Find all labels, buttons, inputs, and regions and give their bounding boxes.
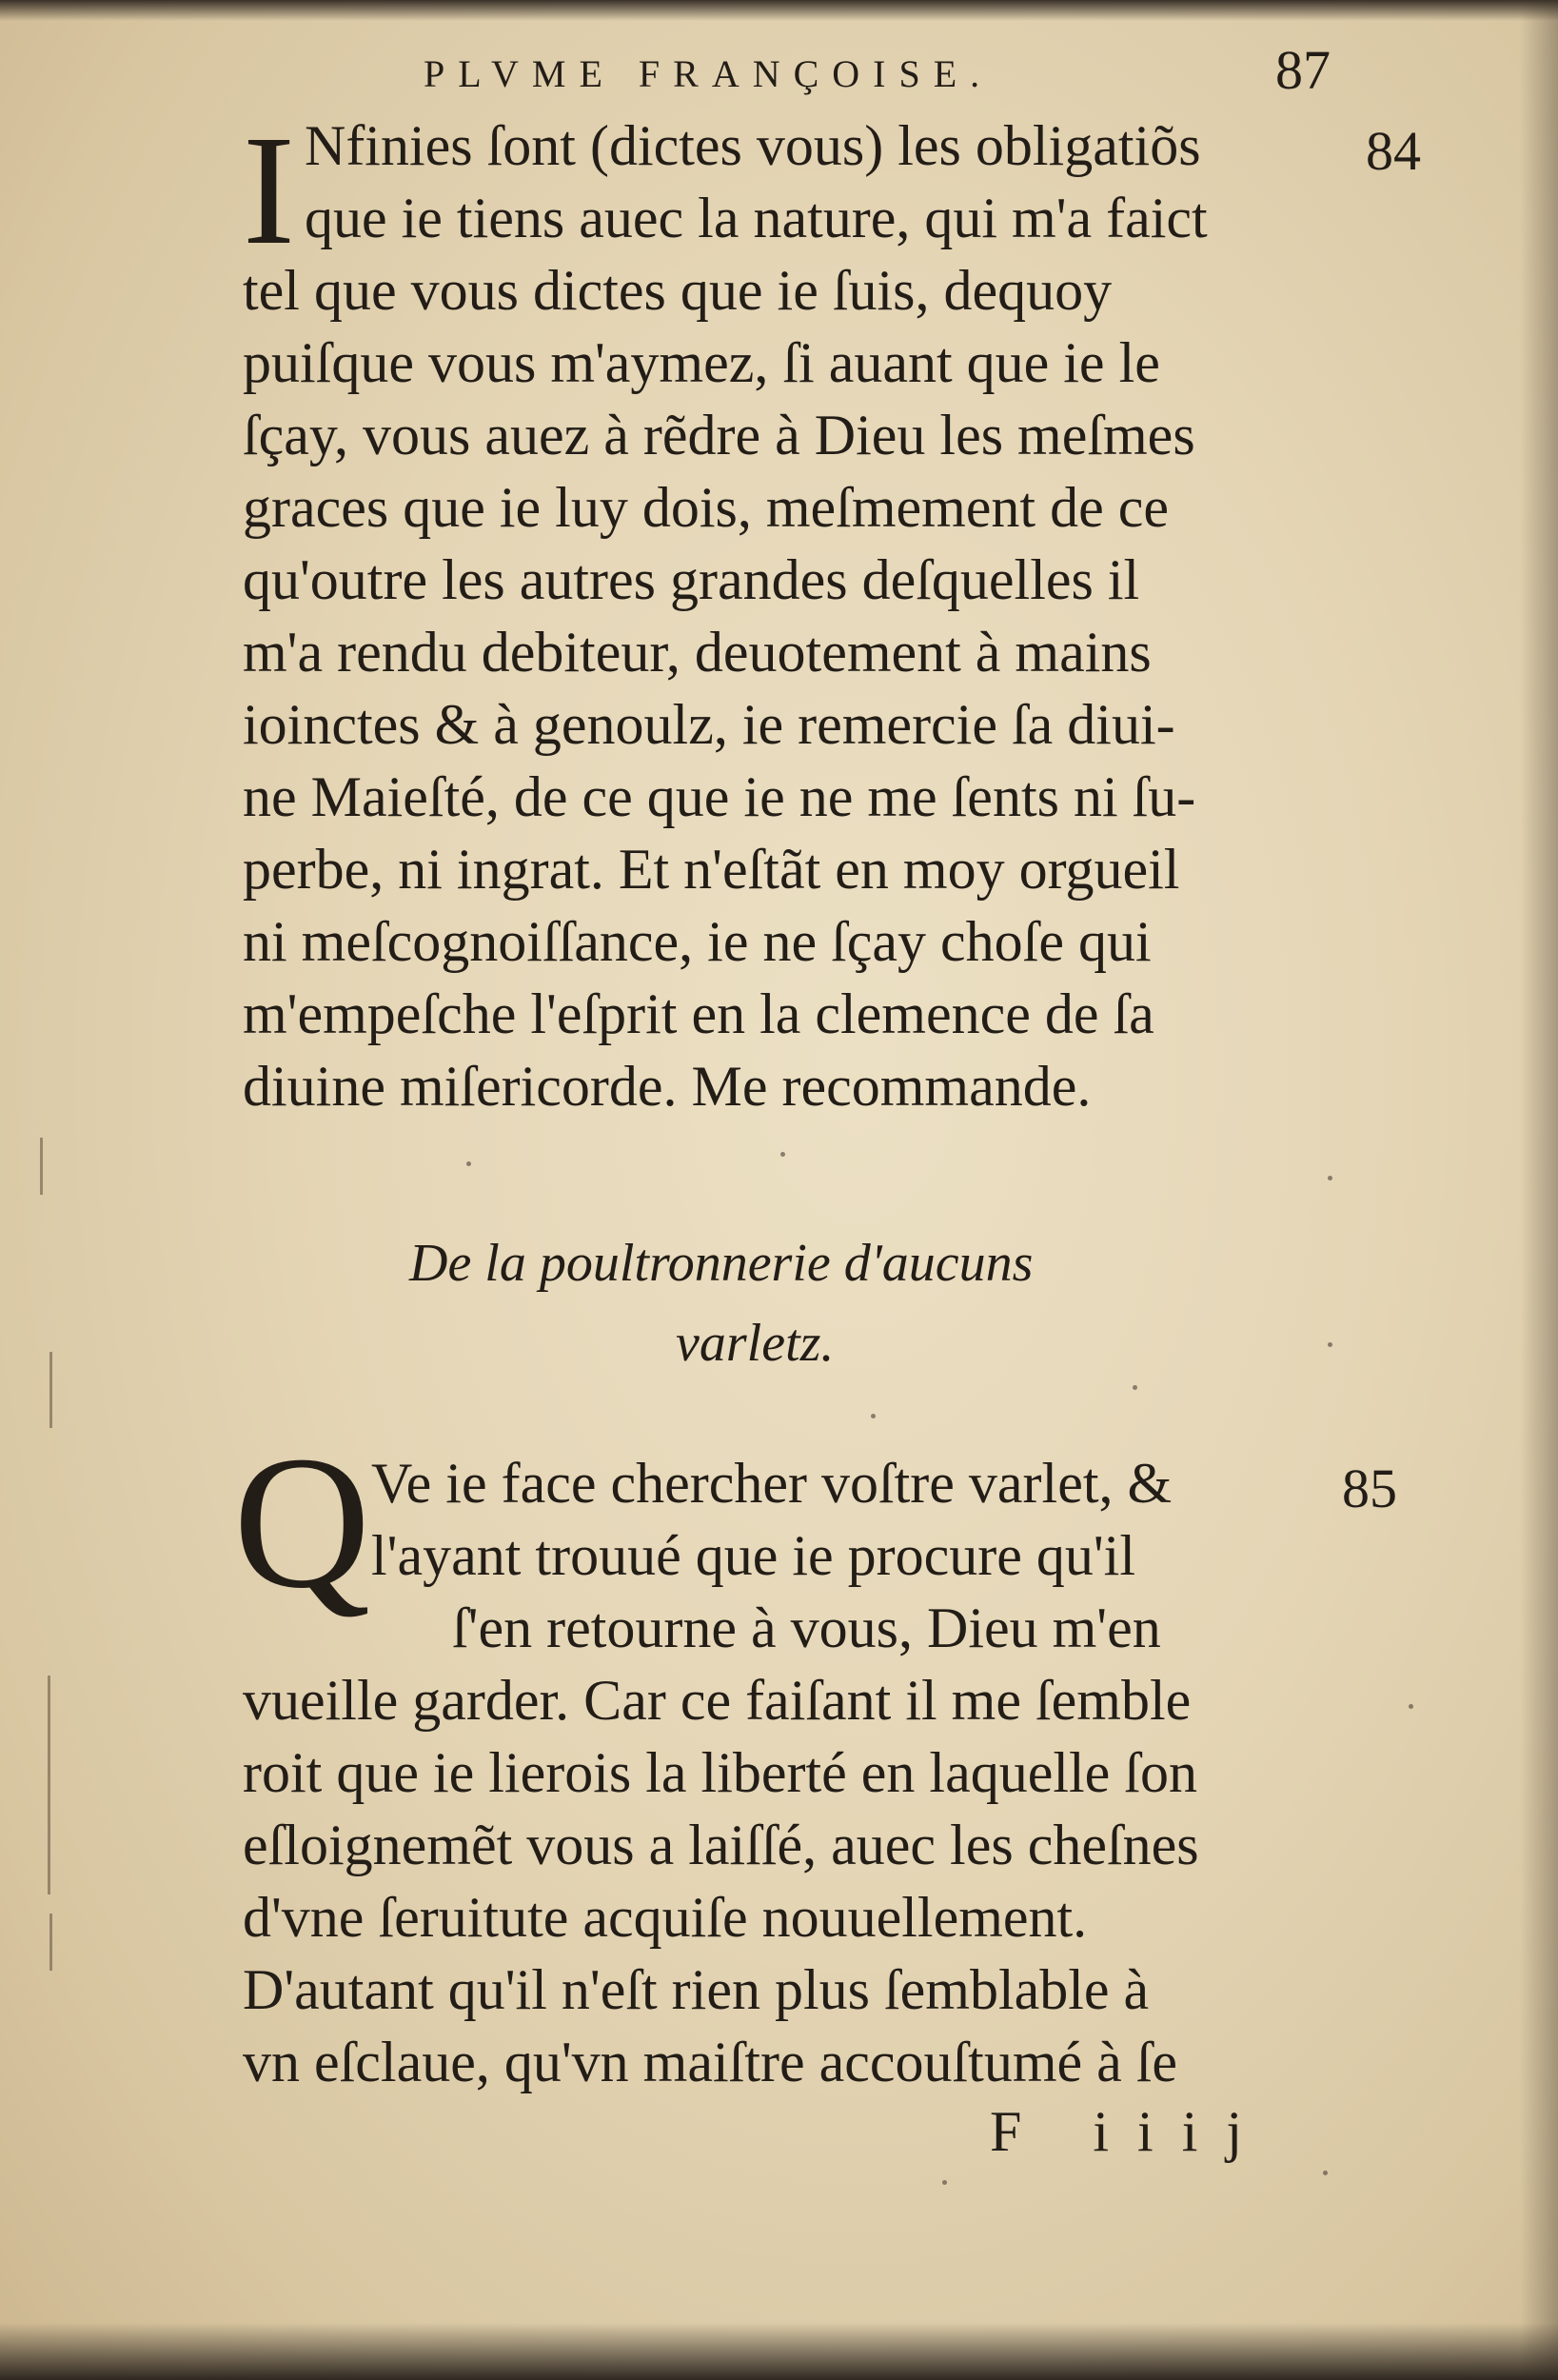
speck (942, 2180, 947, 2185)
speck (1328, 1342, 1332, 1347)
text-line: ſ'en retourne à vous, Dieu m'en (452, 1597, 1161, 1659)
text-line: vueille garder. Car ce faiſant il me ſemble (243, 1669, 1192, 1732)
page-right-edge (1520, 0, 1558, 2380)
text-line: m'empeſche l'eſprit en la clemence de ſa (243, 982, 1154, 1045)
speck (1133, 1385, 1137, 1390)
text-line: ni meſcognoiſſance, ie ne ſçay choſe qui (243, 910, 1152, 973)
speck (780, 1152, 785, 1157)
text-line: graces que ie luy dois, meſmement de ce (243, 476, 1169, 539)
text-line: ioinctes & à genoulz, ie remercie ſa diui- (243, 693, 1175, 756)
text-line: m'a rendu debiteur, deuotement à mains (243, 621, 1152, 684)
gutter-mark (49, 1914, 52, 1971)
text-line: D'autant qu'il n'eſt rien plus ſemblable à (243, 1958, 1150, 2021)
running-title: PLVME FRANÇOISE. (424, 52, 994, 95)
text-line: puiſque vous m'aymez, ſi auant que ie le (243, 331, 1160, 394)
letter-body (243, 103, 1404, 1122)
page-top-shadow (0, 0, 1558, 21)
heading-line: De la poultronnerie d'aucuns (409, 1234, 1034, 1293)
drop-cap-initial: I (243, 103, 295, 277)
speck (466, 1161, 471, 1166)
speck (1323, 2171, 1328, 2175)
text-line: vn eſclaue, qu'vn maiſtre accouſtumé à ſe (243, 2031, 1178, 2093)
text-line: qu'outre les autres grandes deſquelles il (243, 548, 1140, 611)
letter-body (243, 1447, 1423, 2098)
signature-mark: F iiij (990, 2100, 1272, 2163)
speck (871, 1414, 876, 1418)
gutter-mark (40, 1138, 43, 1195)
margin-number: 85 (1342, 1458, 1397, 1519)
page-number: 87 (1275, 39, 1331, 101)
text-line: roit que ie lierois la liberté en laquelle ſon (243, 1741, 1197, 1804)
section-heading (409, 1223, 1247, 1383)
text-line: l'ayant trouué que ie procure qu'il (371, 1524, 1135, 1587)
gutter-mark (48, 1676, 50, 1894)
drop-cap-initial: Q (233, 1418, 371, 1628)
text-line: perbe, ni ingrat. Et n'eſtãt en moy orgueil (243, 838, 1180, 901)
page-bottom-shadow (0, 2323, 1558, 2380)
gutter-mark (49, 1352, 52, 1428)
text-line: Ve ie face chercher voſtre varlet, & (371, 1452, 1173, 1515)
heading-line: varletz. (676, 1314, 835, 1373)
speck (1328, 1176, 1332, 1180)
text-line: tel que vous dictes que ie ſuis, dequoy (243, 259, 1113, 322)
text-line: ne Maieſté, de ce que ie ne me ſents ni ſu- (243, 765, 1196, 828)
text-line: eſloignemẽt vous a laiſſé, auec les cheſnes (243, 1814, 1199, 1876)
running-header (424, 38, 1109, 105)
text-line: Nfinies ſont (dictes vous) les obligatiõs (305, 114, 1201, 177)
text-line: d'vne ſeruitute acquiſe nouuellement. (243, 1886, 1088, 1949)
text-line: que ie tiens auec la nature, qui m'a faict (305, 187, 1208, 249)
text-line: diuine miſericorde. Me recommande. (243, 1055, 1092, 1118)
text-line: ſçay, vous auez à rẽdre à Dieu les meſmes (243, 404, 1195, 466)
margin-number: 84 (1366, 120, 1421, 182)
speck (1409, 1704, 1413, 1709)
